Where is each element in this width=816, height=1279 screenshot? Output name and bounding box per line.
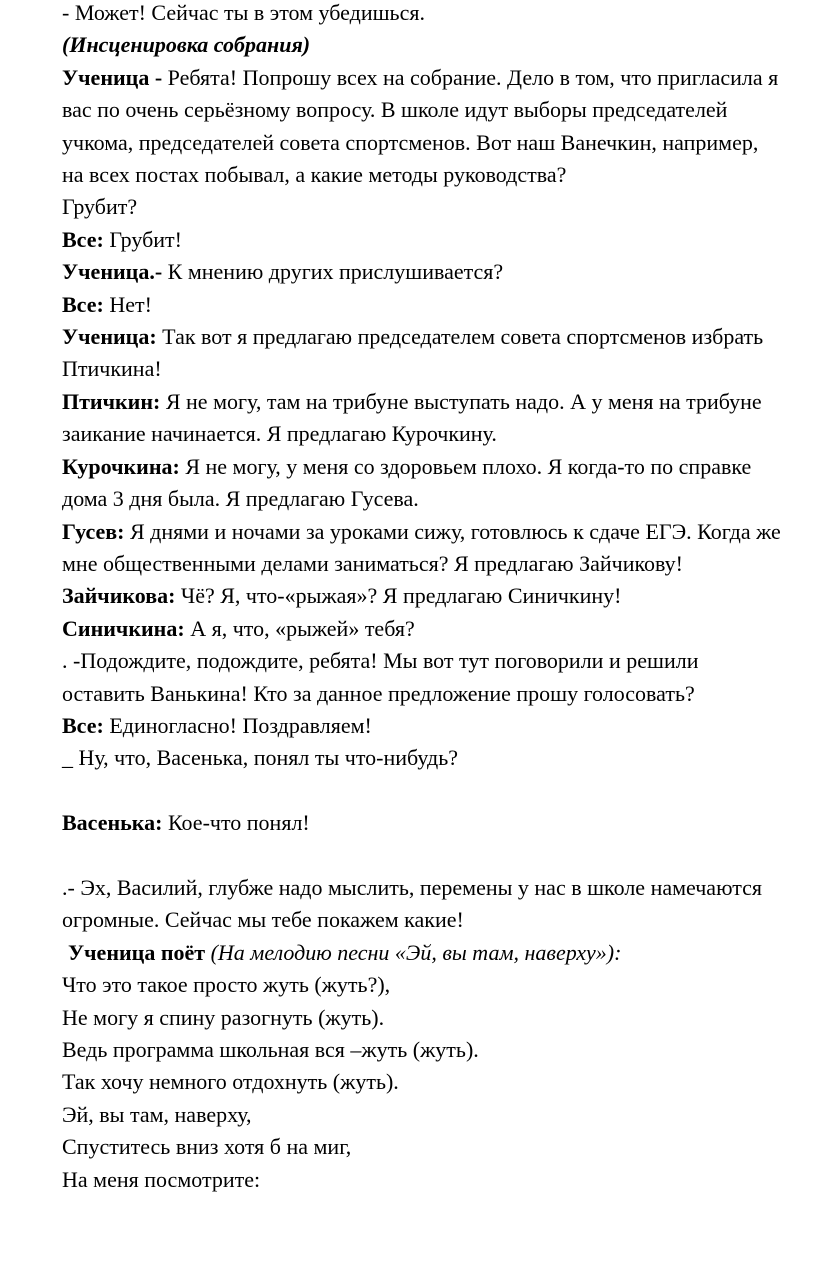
stage-direction: (На мелодию песни «Эй, вы там, наверху»):	[205, 939, 622, 965]
speech-text: Грубит!	[103, 226, 182, 252]
speaker-name: Ученица:	[62, 324, 157, 350]
line-17	[62, 807, 782, 839]
speech-text: Я не могу, там на трибуне выступать надо. А у меня на трибуне заикание начинается. Я предлагаю Курочкину.	[62, 388, 762, 447]
line-5	[62, 224, 782, 256]
song-line: Не могу я спину разогнуть (жуть).	[62, 1004, 385, 1030]
speaker-name: Птичкин:	[62, 388, 161, 414]
speaker-name: Все:	[62, 712, 104, 738]
line-9	[62, 386, 782, 451]
speaker-name: Васенька:	[62, 810, 163, 836]
stage-direction: (Инсценировка собрания)	[62, 32, 311, 58]
speaker-name: Гусев:	[62, 518, 125, 544]
line-16: _ Ну, что, Васенька, понял ты что-нибудь?	[62, 745, 458, 771]
line-4: Грубит?	[62, 194, 138, 220]
speech-text: Кое-что понял!	[162, 810, 310, 836]
speech-text: Я днями и ночами за уроками сижу, готовлюсь к сдаче ЕГЭ. Когда же мне общественными делами заниматься? Я предлагаю Зайчикову!	[62, 518, 781, 576]
speech-text: Единогласно! Поздравляем!	[103, 712, 372, 738]
speaker-name: Курочкина:	[62, 453, 180, 479]
document-body	[62, 0, 782, 1196]
line-12	[62, 580, 782, 612]
line-6	[62, 256, 782, 288]
song-line: Эй, вы там, наверху,	[62, 1101, 252, 1127]
line-18: .- Эх, Василий, глубже надо мыслить, перемены у нас в школе намечаются огромные. Сейчас мы тебе покажем какие!	[62, 874, 762, 933]
speaker-name: Все:	[62, 226, 104, 252]
song-line: На меня посмотрите:	[62, 1166, 261, 1192]
speaker-name: Ученица поёт	[68, 939, 206, 965]
speaker-name: Ученица.-	[62, 259, 163, 285]
line-13	[62, 613, 782, 645]
speech-text: Я не могу, у меня со здоровьем плохо. Я когда-то по справке дома 3 дня была. Я предлагаю Гусева.	[62, 453, 752, 512]
song-line: Что это такое просто жуть (жуть?),	[62, 972, 391, 998]
speaker-name: Синичкина:	[62, 615, 185, 641]
song-line: Спуститесь вниз хотя б на миг,	[62, 1134, 352, 1160]
line-14: . -Подождите, подождите, ребята! Мы вот тут поговорили и решили оставить Ванькина! Кто за данное предложение прошу голосовать?	[62, 648, 699, 706]
line-15	[62, 710, 782, 742]
speech-text: Ребята! Попрошу всех на собрание. Дело в том, что пригласила я вас по очень серьёзному вопросу. В школе идут выборы председателей учкома, председателей совета спортсменов. Вот наш Ванечкин, например, на всех постах побывал, а какие методы руководства?	[62, 64, 779, 188]
blank-line	[62, 840, 782, 872]
speaker-name: Ученица -	[62, 64, 163, 90]
line-7	[62, 289, 782, 321]
speech-text: Так вот я предлагаю председателем совета спортсменов избрать Птичкина!	[62, 324, 764, 382]
line-1: - Может! Сейчас ты в этом убедишься.	[62, 0, 425, 25]
speech-text: К мнению других прислушивается?	[162, 259, 504, 285]
blank-line	[62, 775, 782, 807]
speech-text: Нет!	[103, 291, 152, 317]
line-11	[62, 516, 782, 581]
song-line: Ведь программа школьная вся –жуть (жуть).	[62, 1036, 479, 1062]
speaker-name: Зайчикова:	[62, 583, 176, 609]
song-line: Так хочу немного отдохнуть (жуть).	[62, 1069, 399, 1095]
line-10	[62, 451, 782, 516]
speech-text: А я, что, «рыжей» тебя?	[184, 615, 415, 641]
speaker-name: Все:	[62, 291, 104, 317]
speech-text: Чё? Я, что-«рыжая»? Я предлагаю Синичкину!	[175, 583, 622, 609]
line-3	[62, 62, 782, 192]
song-intro	[62, 937, 782, 969]
line-8	[62, 321, 782, 386]
